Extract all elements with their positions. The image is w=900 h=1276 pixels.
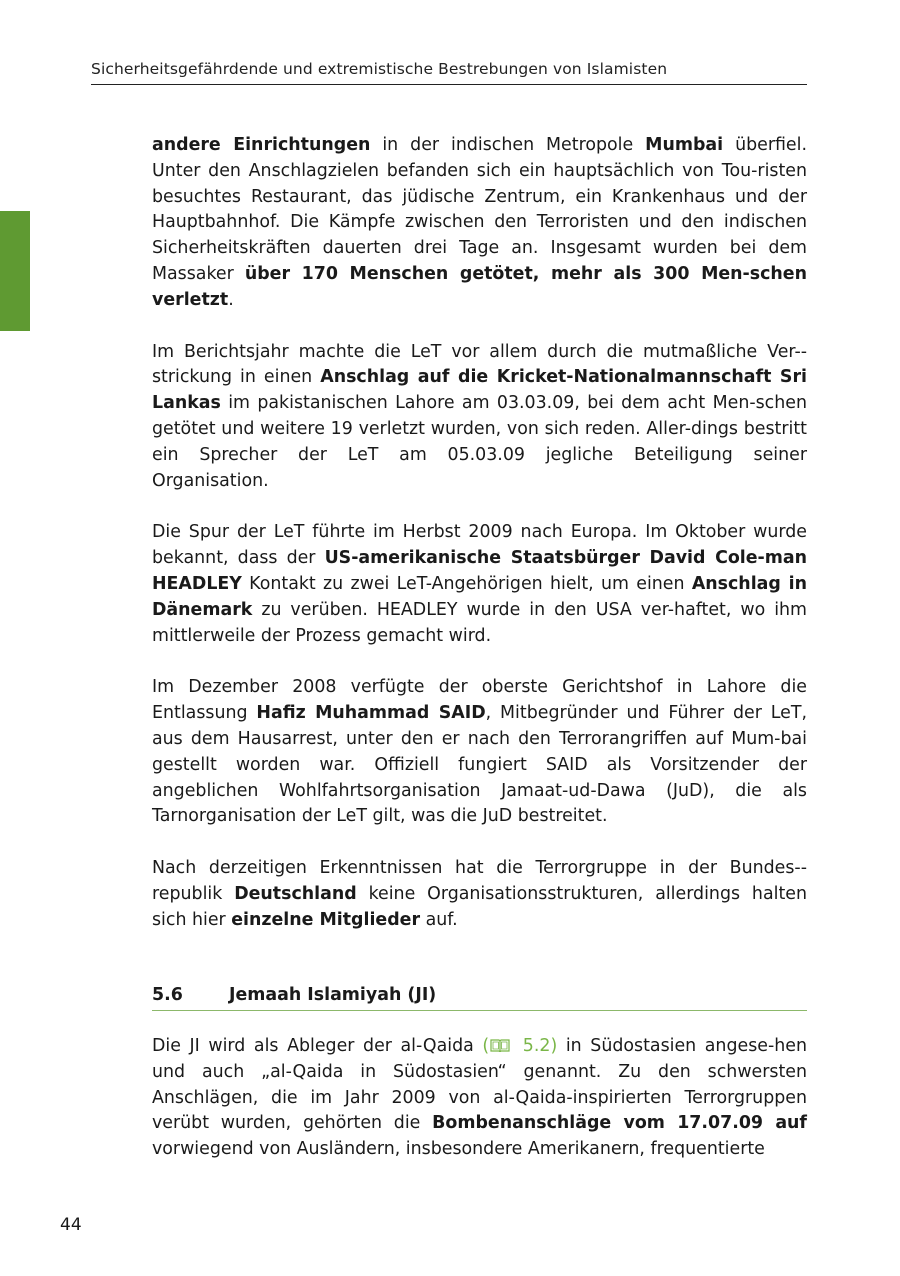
text-run: Die JI wird als Ableger der al-Qaida bbox=[152, 1036, 483, 1056]
xref-open: ( bbox=[482, 1036, 490, 1056]
section-body bbox=[152, 1034, 807, 1189]
text-run: , Mitbegründer und Führer der LeT, aus dem Hausarrest, unter den er nach den Terrorangriffen auf Mum-bai gestellt worden war. Offiziell fungiert SAID als Vorsitzender der angeblichen Wohlfahrtsorganisation Jamaat-ud-Dawa (JuD), die als Tarnorganisation der LeT gilt, was die JuD bestreitet. bbox=[152, 703, 807, 827]
text-run: in der indischen Metropole bbox=[370, 135, 646, 155]
section-number: 5.6 bbox=[152, 985, 183, 1005]
text-run: keine Organisationsstrukturen, allerdings halten sich hier bbox=[152, 883, 807, 930]
section-paragraph bbox=[152, 1034, 807, 1163]
text-run: überfiel. Unter den Anschlagzielen befanden sich ein hauptsächlich von Tou-risten besuchtes Restaurant, das jüdische Zentrum, ein Krankenhaus und der Hauptbahnhof. Die Kämpfe zwischen den Terroristen und den indischen Sicherheitskräften dauerten drei Tage an. Insgesamt wurden bei dem Massaker bbox=[152, 135, 807, 284]
body-text bbox=[152, 133, 807, 960]
bold-text: Anschlag in Dänemark bbox=[152, 573, 807, 620]
bold-text: Deutschland bbox=[234, 883, 357, 904]
text-run: Im Dezember 2008 verfügte der oberste Gerichtshof in Lahore die Entlassung bbox=[152, 677, 807, 724]
text-run: . bbox=[228, 289, 234, 310]
paragraph bbox=[152, 133, 807, 314]
bold-text: Hafiz Muhammad SAID bbox=[256, 703, 486, 724]
book-icon bbox=[490, 1038, 510, 1052]
header-rule bbox=[91, 84, 807, 85]
text-run: Im Berichtsjahr machte die LeT vor allem durch die mutmaßliche Ver-strickung in einen bbox=[152, 341, 807, 388]
running-head: Sicherheitsgefährdende und extremistische Bestrebungen von Islamisten bbox=[91, 60, 668, 78]
text-run: in Südostasien angese-hen und auch „al-Qaida in Südostasien“ genannt. Zu den schwersten Anschlägen, die im Jahr 2009 von al-Qaida-inspirierten Terrorgruppen verübt wurden, gehörten die bbox=[152, 1036, 807, 1134]
paragraph bbox=[152, 856, 807, 933]
section-heading bbox=[152, 985, 807, 1011]
cross-reference-link[interactable] bbox=[482, 1036, 557, 1056]
xref-target: 5.2) bbox=[514, 1036, 558, 1056]
text-run: zu verüben. HEADLEY wurde in den USA ver-haftet, wo ihm mittlerweile der Prozess gemacht wird. bbox=[152, 599, 807, 646]
section-title: Jemaah Islamiyah (JI) bbox=[229, 985, 437, 1005]
paragraph bbox=[152, 340, 807, 495]
bold-text: andere Einrichtungen bbox=[152, 135, 371, 155]
text-run: Kontakt zu zwei LeT-Angehörigen hielt, um einen bbox=[241, 573, 692, 594]
bold-text: einzelne Mitglieder bbox=[231, 909, 421, 930]
bold-text: US-amerikanische Staatsbürger David Cole-man HEADLEY bbox=[152, 548, 808, 594]
bold-text: über 170 Menschen getötet, mehr als 300 Men-schen verletzt bbox=[152, 263, 807, 310]
text-run: Die Spur der LeT führte im Herbst 2009 nach Europa. Im Oktober wurde bekannt, dass der bbox=[152, 522, 807, 569]
text-run: auf. bbox=[420, 909, 458, 930]
text-run: vorwiegend von Ausländern, insbesondere Amerikanern, frequentierte bbox=[152, 1139, 765, 1160]
paragraph bbox=[152, 675, 807, 830]
text-run: im pakistanischen Lahore am 03.03.09, bei dem acht Men-schen getötet und weitere 19 verletzt wurden, von sich reden. Aller-dings bestritt ein Sprecher der LeT am 05.03.09 jegliche Beteiligung seiner Organisation. bbox=[152, 393, 807, 491]
page-number: 44 bbox=[60, 1215, 82, 1235]
paragraph bbox=[152, 520, 807, 649]
bold-text: Bombenanschläge vom 17.07.09 auf bbox=[432, 1113, 808, 1134]
bold-text: Mumbai bbox=[645, 135, 724, 155]
chapter-side-tab bbox=[0, 211, 30, 331]
bold-text: Anschlag auf die Kricket-Nationalmannschaft Sri Lankas bbox=[152, 367, 807, 414]
text-run: Nach derzeitigen Erkenntnissen hat die Terrorgruppe in der Bundes-republik bbox=[152, 858, 807, 904]
